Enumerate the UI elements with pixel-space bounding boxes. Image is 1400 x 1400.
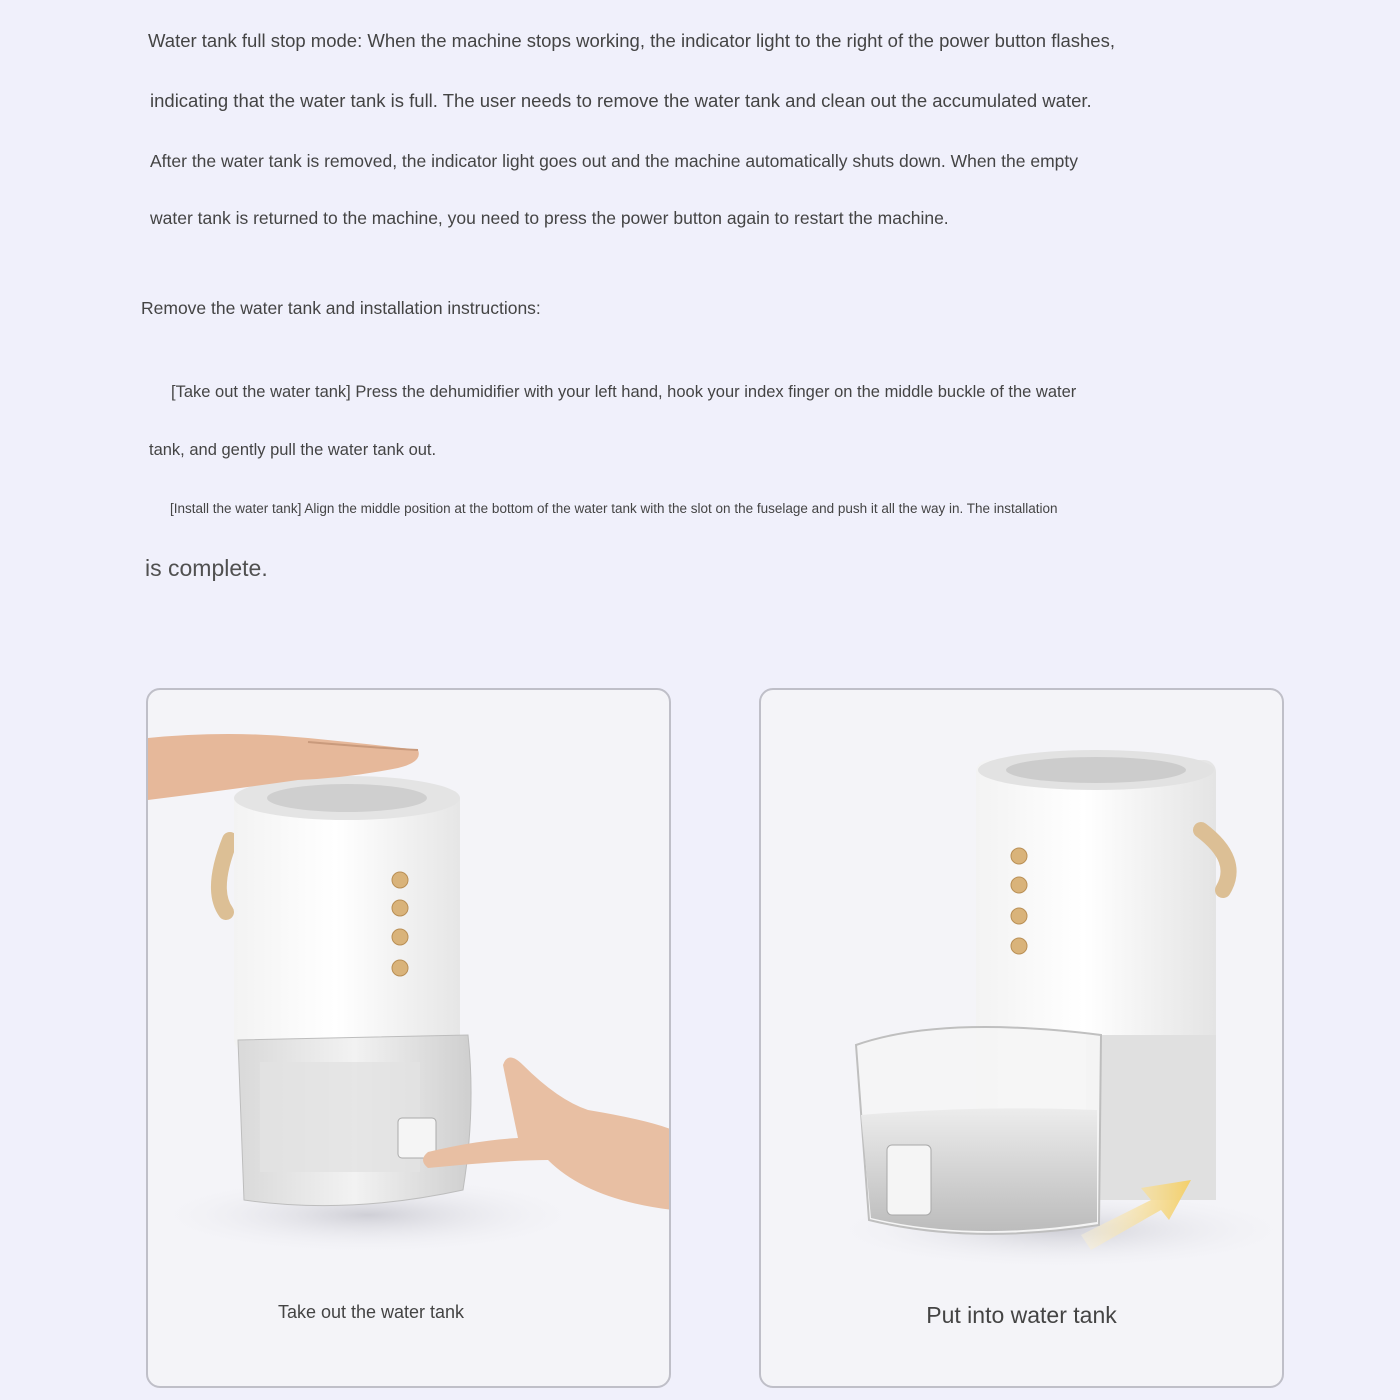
paragraph-full-mode-line-1: Water tank full stop mode: When the machine stops working, the indicator light to the right of the power button flashes,: [148, 30, 1115, 51]
paragraph-full-mode-line-3: After the water tank is removed, the indicator light goes out and the machine automatically shuts down. When the empty: [150, 151, 1078, 171]
take-out-caption: Take out the water tank: [277, 1302, 465, 1322]
put-in-tank-illustration-panel: [759, 688, 1284, 1388]
take-out-tank-illustration: [148, 690, 671, 1388]
take-out-instruction-line-1: [Take out the water tank] Press the dehumidifier with your left hand, hook your index finger on the middle buckle of the water: [171, 383, 1077, 401]
put-in-caption: Put into water tank: [926, 1302, 1117, 1328]
install-instruction-line-1: [Install the water tank] Align the middle position at the bottom of the water tank with the slot on the fuselage and push it all the way in. The installation: [170, 501, 1058, 516]
paragraph-full-mode-line-2: indicating that the water tank is full. The user needs to remove the water tank and clean out the accumulated water.: [150, 90, 1092, 111]
install-instruction-line-2: is complete.: [145, 555, 268, 581]
section-heading: Remove the water tank and installation instructions:: [141, 298, 541, 318]
paragraph-full-mode-line-4: water tank is returned to the machine, you need to press the power button again to restart the machine.: [150, 208, 949, 228]
take-out-tank-illustration-panel: [146, 688, 671, 1388]
take-out-instruction-line-2: tank, and gently pull the water tank out.: [149, 441, 437, 459]
put-in-tank-illustration: [761, 690, 1284, 1388]
